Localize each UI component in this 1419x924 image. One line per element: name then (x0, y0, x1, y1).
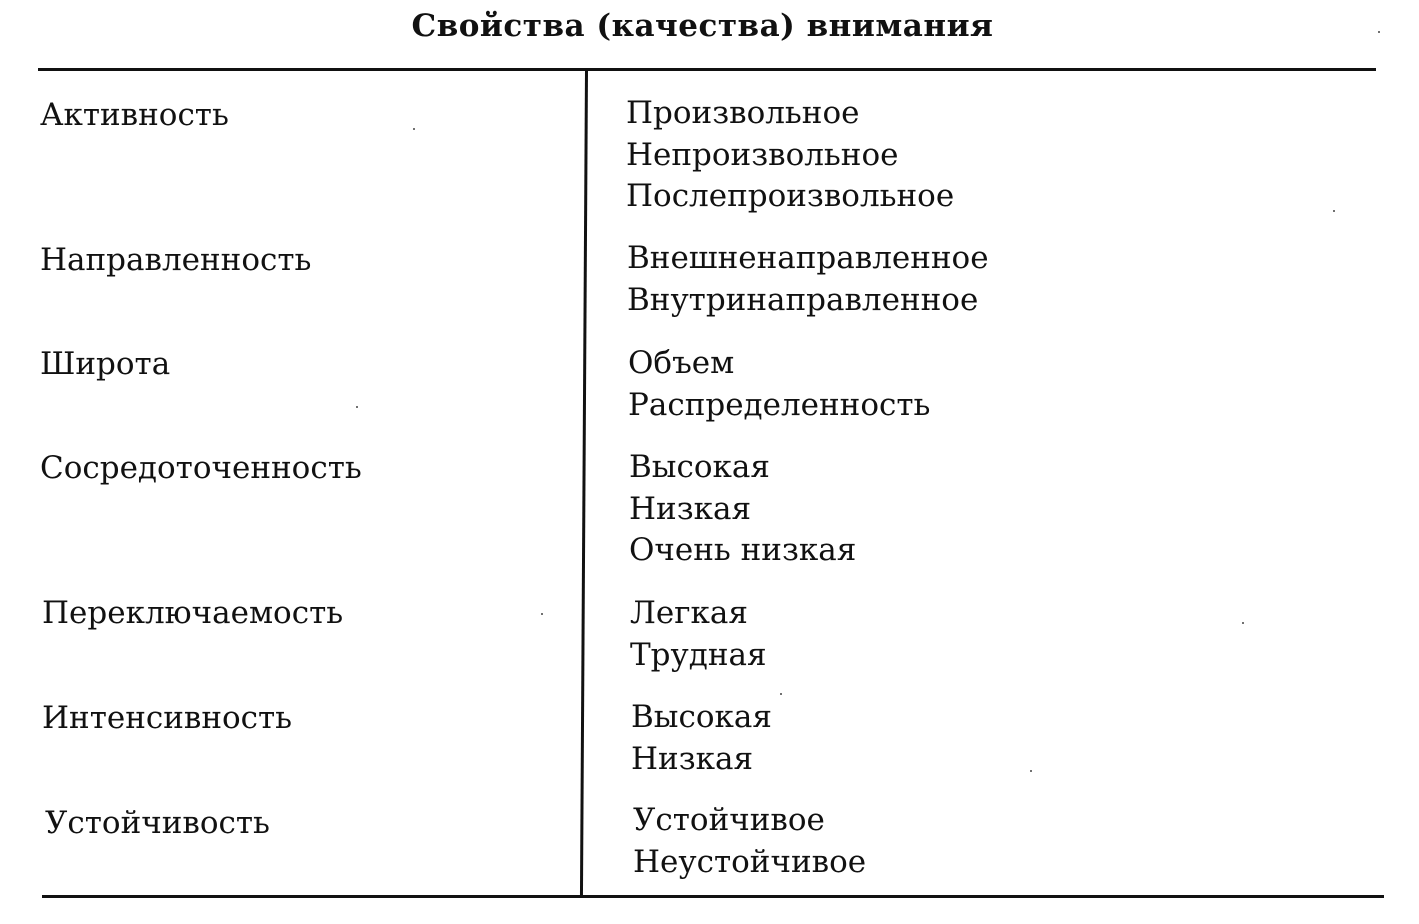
scan-speck (413, 128, 415, 130)
scan-speck (1333, 210, 1335, 212)
scan-speck (1030, 770, 1032, 772)
values-stability (633, 800, 866, 883)
scan-speck (356, 406, 358, 408)
values-intensity (631, 697, 772, 780)
column-divider (580, 70, 588, 897)
value-item: Низкая (631, 740, 754, 777)
value-item: Низкая (629, 490, 752, 527)
value-item: Высокая (631, 699, 772, 735)
values-switchability (630, 593, 767, 676)
table-title: Свойства (качества) внимания (411, 8, 994, 44)
property-direction: Направленность (40, 242, 312, 278)
values-activity (626, 93, 954, 218)
value-item: Непроизвольное (626, 136, 899, 173)
value-item: Легкая (630, 595, 748, 631)
values-breadth (628, 343, 930, 426)
scan-speck (1378, 31, 1380, 33)
property-activity: Активность (40, 97, 229, 133)
scan-speck (780, 693, 782, 695)
value-item: Трудная (630, 636, 767, 673)
property-concentration: Сосредоточенность (40, 450, 362, 486)
value-item: Произвольное (626, 95, 860, 131)
property-switchability: Переключаемость (42, 595, 344, 631)
values-concentration (629, 447, 856, 572)
value-item: Неустойчивое (633, 843, 867, 880)
values-direction (627, 238, 989, 321)
value-item: Распределенность (628, 386, 931, 423)
value-item: Послепроизвольное (626, 178, 955, 214)
value-item: Высокая (629, 449, 770, 485)
bottom-rule (42, 895, 1384, 898)
value-item: Внутринаправленное (627, 281, 979, 318)
scan-speck (541, 613, 543, 615)
value-item: Устойчивое (633, 802, 825, 838)
top-rule (38, 68, 1376, 71)
property-stability: Устойчивость (45, 805, 270, 841)
property-breadth: Широта (40, 346, 171, 382)
scan-speck (1242, 622, 1244, 624)
value-item: Объем (628, 345, 735, 381)
property-intensity: Интенсивность (42, 700, 293, 736)
value-item: Очень низкая (629, 532, 857, 568)
value-item: Внешненаправленное (627, 240, 989, 276)
